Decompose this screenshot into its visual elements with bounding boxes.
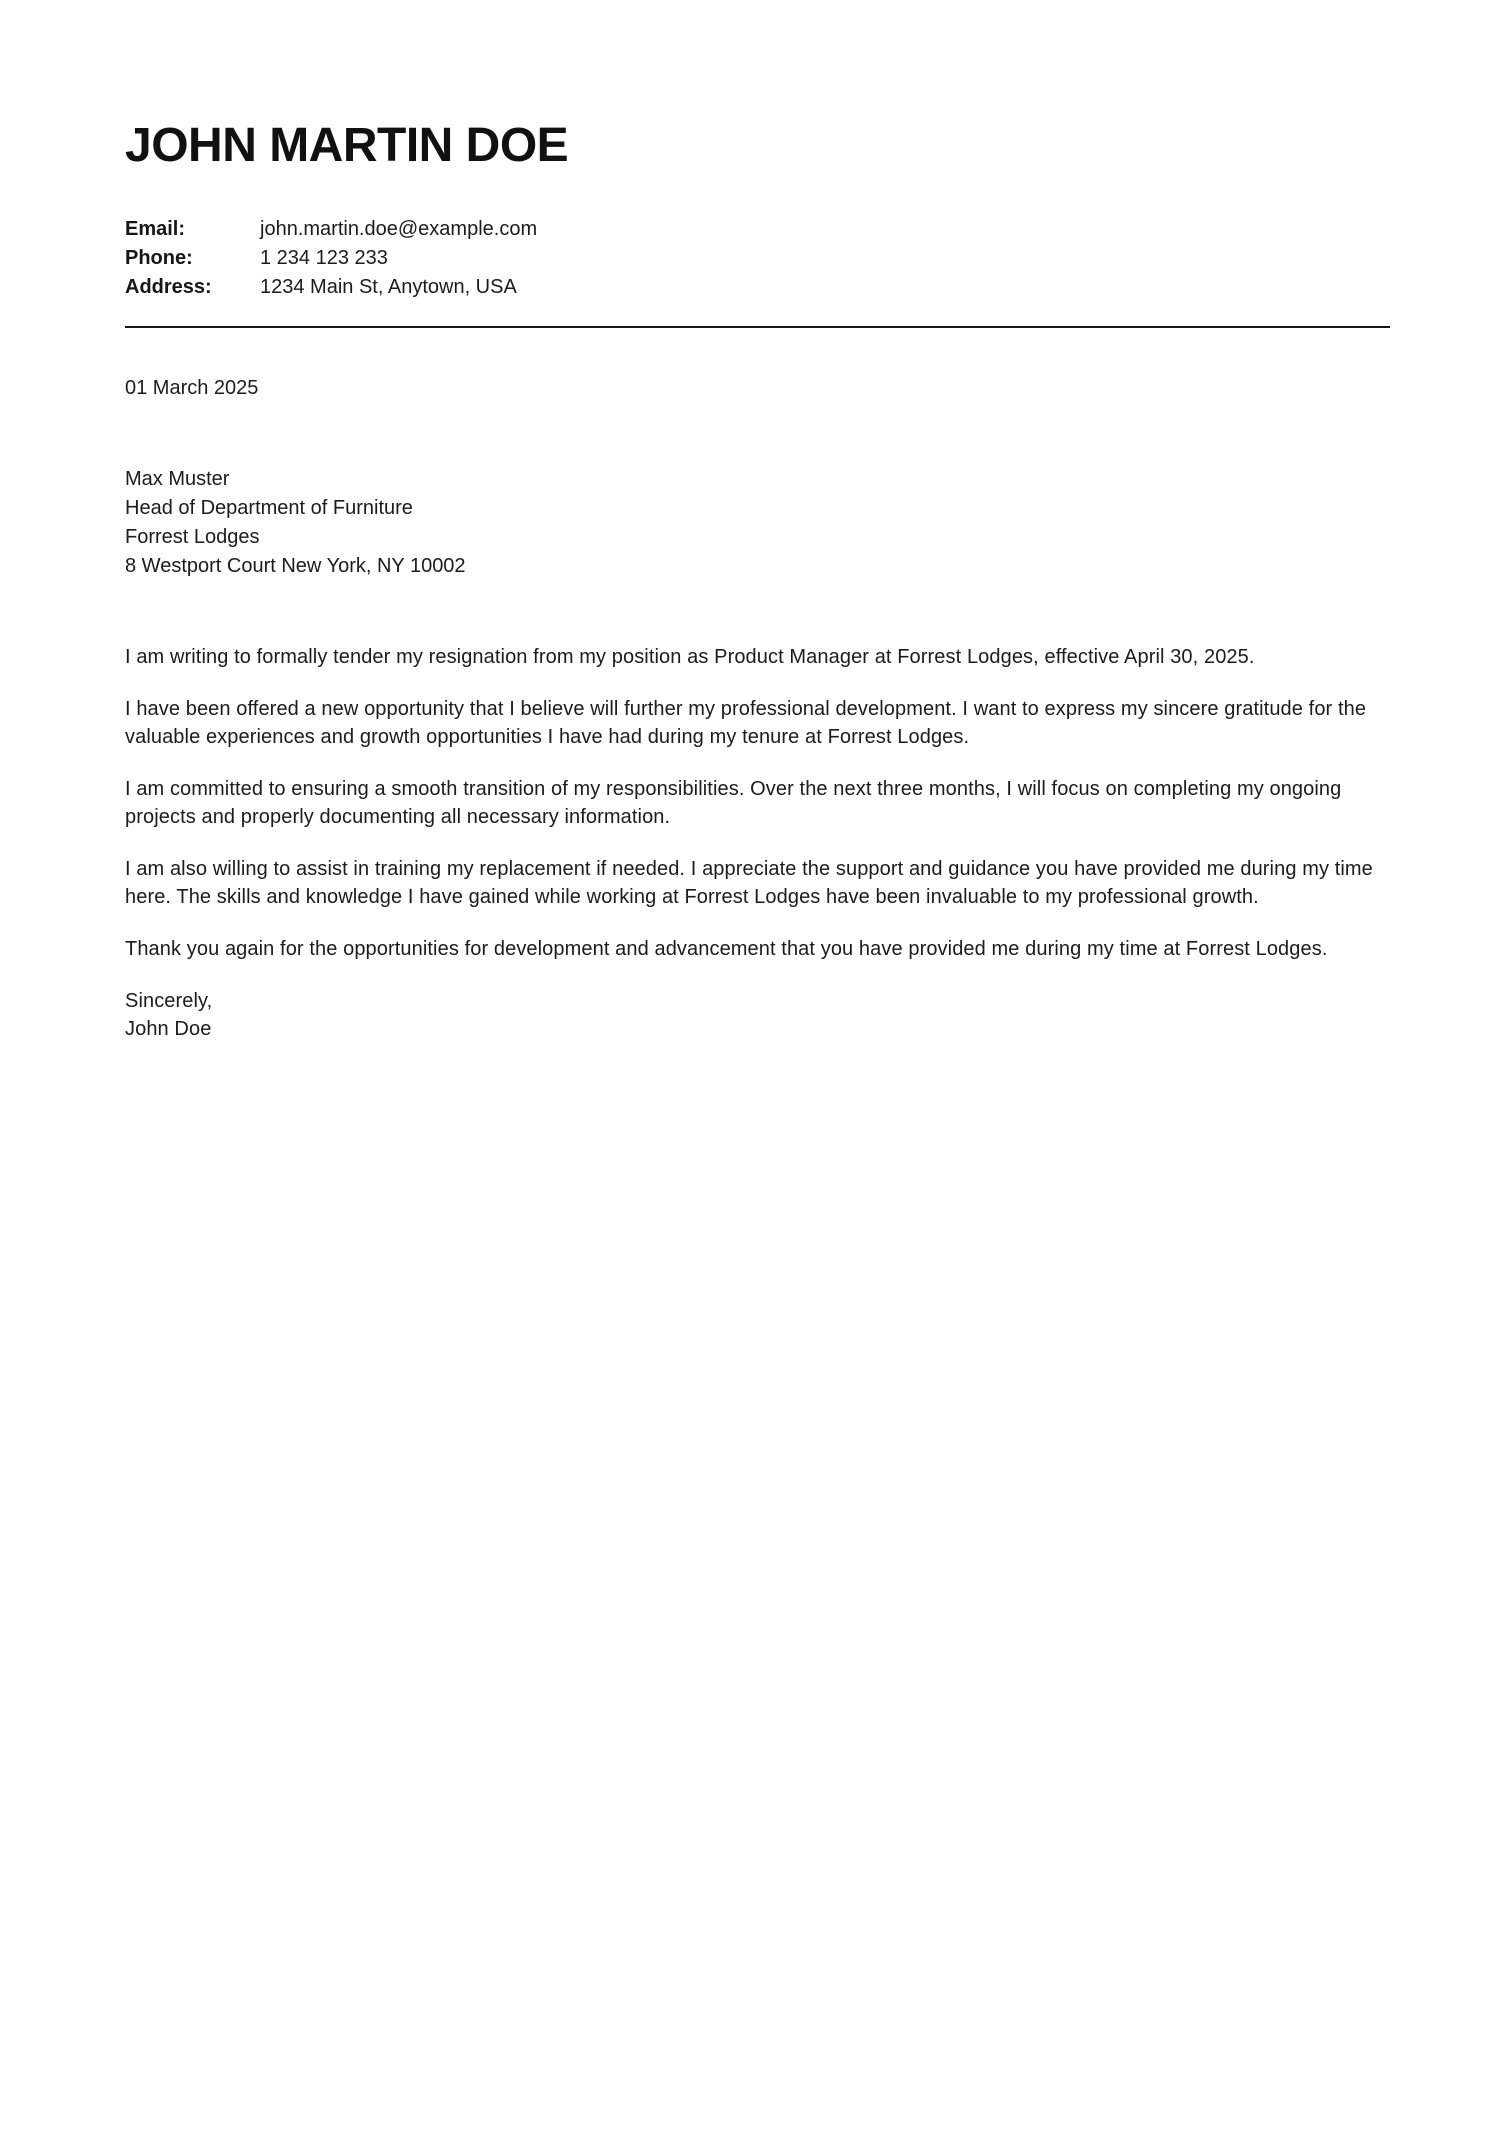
contact-row-address: [125, 273, 1390, 302]
body-paragraph-3: I am committed to ensuring a smooth transition of my responsibilities. Over the next three months, I will focus on completing my ongoing projects and properly documenting all necessary information.: [125, 778, 1342, 829]
closing-salutation: Sincerely,: [125, 990, 213, 1013]
contact-row-email: [125, 215, 1390, 244]
recipient-address: 8 Westport Court New York, NY 10002: [125, 555, 466, 578]
closing-signature: John Doe: [125, 1018, 212, 1041]
recipient-company: Forrest Lodges: [125, 526, 260, 549]
body-paragraph-5: Thank you again for the opportunities for development and advancement that you have provided me during my time at Forrest Lodges.: [125, 938, 1328, 961]
contact-block: [125, 215, 1390, 302]
phone-value: 1 234 123 233: [260, 247, 388, 270]
recipient-name: Max Muster: [125, 468, 230, 491]
letter-date: 01 March 2025: [125, 377, 259, 400]
closing-block: [125, 987, 1390, 1043]
phone-label: Phone:: [125, 247, 193, 270]
recipient-block: [125, 465, 1390, 581]
body-paragraph-1: I am writing to formally tender my resignation from my position as Product Manager at Forrest Lodges, effective April 30, 2025.: [125, 646, 1255, 669]
header-divider: [125, 326, 1390, 328]
address-value: 1234 Main St, Anytown, USA: [260, 276, 517, 299]
body-paragraph-2: I have been offered a new opportunity that I believe will further my professional development. I want to express my sincere gratitude for the valuable experiences and growth opportunities I have had during my tenure at Forrest Lodges.: [125, 698, 1367, 749]
email-label: Email:: [125, 218, 186, 241]
contact-row-phone: [125, 244, 1390, 273]
body-paragraph-4: I am also willing to assist in training my replacement if needed. I appreciate the support and guidance you have provided me during my time here. The skills and knowledge I have gained while working at Forrest Lodges have been invaluable to my professional growth.: [125, 858, 1373, 909]
email-value: john.martin.doe@example.com: [260, 218, 538, 241]
address-label: Address:: [125, 276, 212, 299]
letter-body: [125, 643, 1390, 963]
recipient-title: Head of Department of Furniture: [125, 497, 413, 520]
sender-name-heading: JOHN MARTIN DOE: [125, 119, 569, 172]
